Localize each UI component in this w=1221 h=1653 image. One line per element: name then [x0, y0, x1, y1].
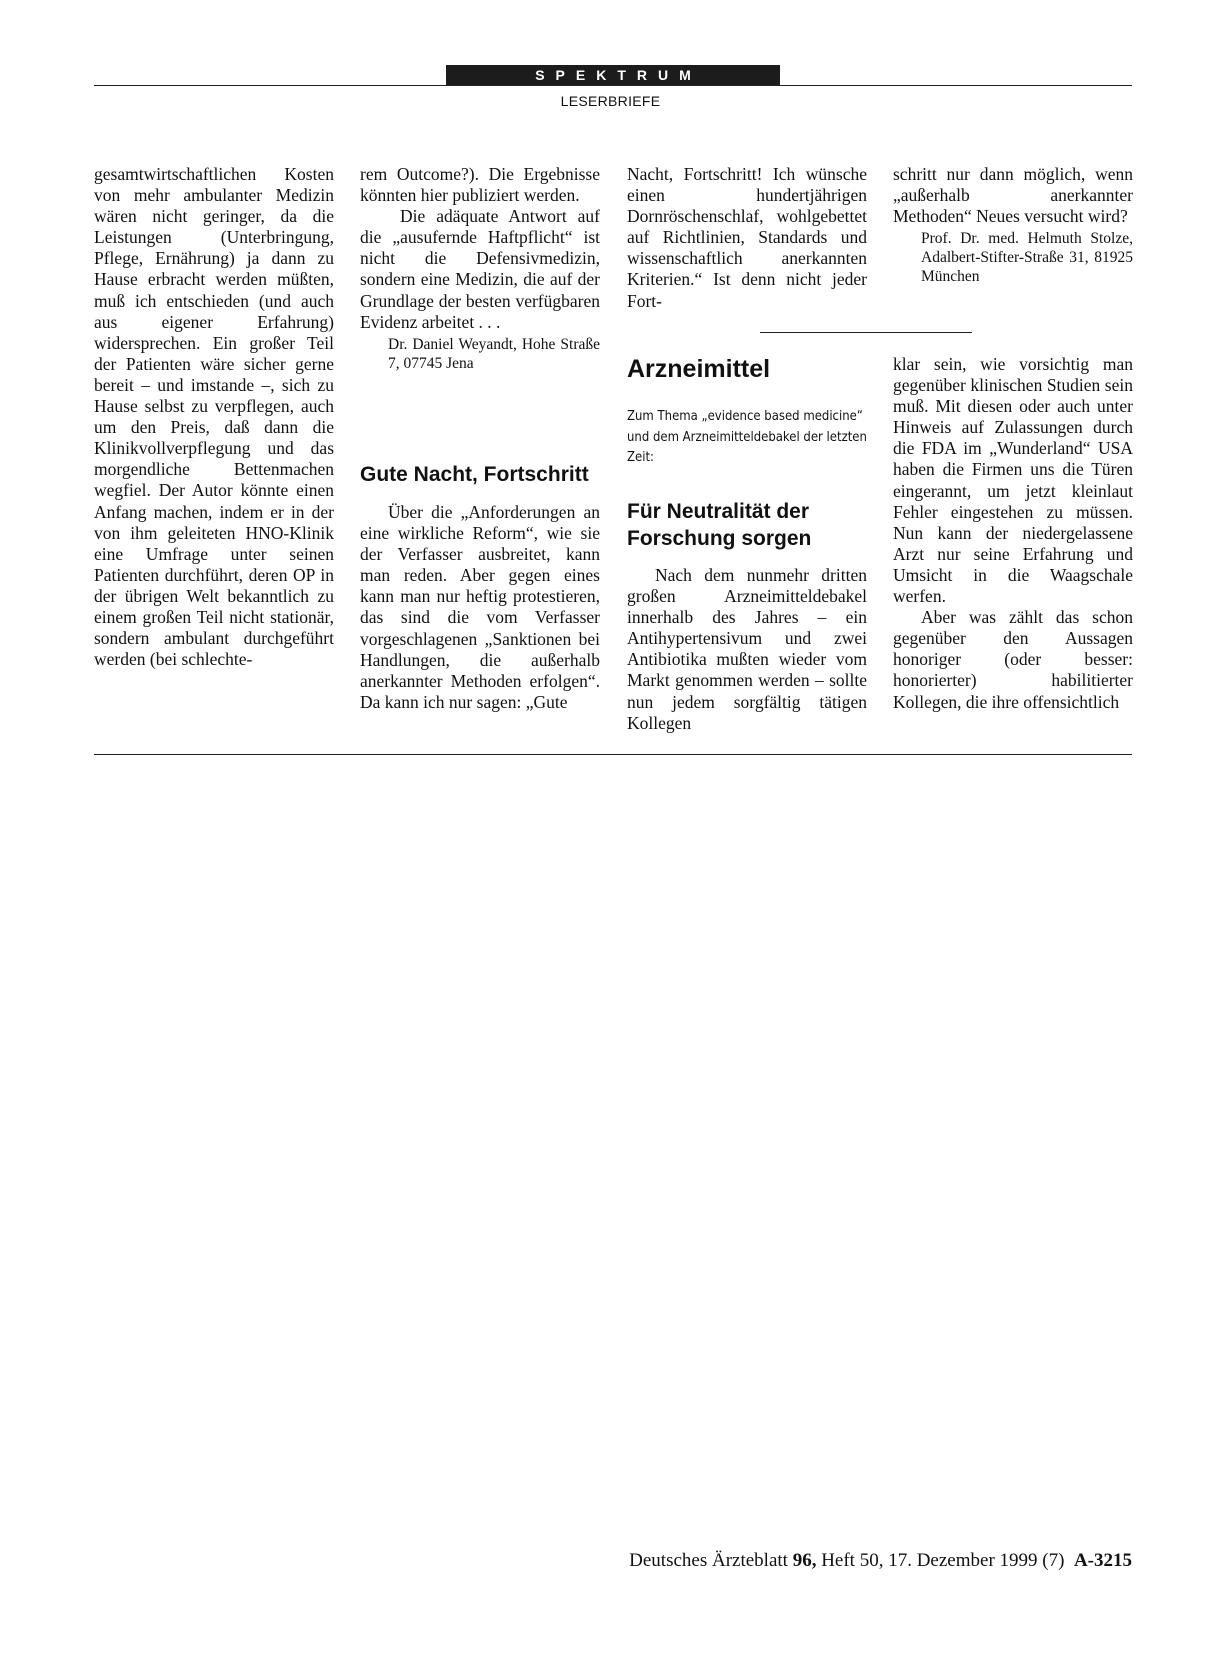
- journal-issue: Heft 50, 17. Dezember 1999 (7): [821, 1550, 1065, 1571]
- heading-arzneimittel: Arzneimittel: [627, 355, 771, 383]
- column-4: [893, 164, 1133, 286]
- column-2-letter: [360, 502, 600, 713]
- column-3-letter: [627, 565, 867, 734]
- page-number: A-3215: [1073, 1550, 1132, 1571]
- col1-paragraph: gesamtwirtschaftlichen Kosten von mehr ambulanter Medizin wären nicht geringer, da die Leistungen (Unterbringung, Pflege, Ernährung) ja dann zu Hause erbracht werden müßten, muß ich entschieden (und auch aus eigener Erfahrung) widersprechen. Ein großer Teil der Patienten wäre sicher gerne bereit – und imstande –, sich zu Hause selbst zu verpflegen, auch um den Preis, daß dann die Klinikvollverpflegung und das morgendliche Bettenmachen wegfiel. Der Autor könnte einen Anfang machen, indem er in der von ihm geleiteten HNO-Klinik eine Umfrage unter seinen Patienten durchführt, deren OP in der übrigen Welt bekanntlich zu einem großen Teil nicht stationär, sondern ambulant durchgeführt werden (bei schlechte-: [94, 164, 334, 670]
- section-divider: [760, 332, 972, 333]
- section-subtitle: LESERBRIEFE: [560, 93, 661, 109]
- section-banner: SPEKTRUM: [446, 65, 780, 86]
- letter-signature-stolze: Prof. Dr. med. Helmuth Stolze, Adalbert-Stifter-Straße 31, 81925 München: [921, 230, 1133, 286]
- heading-gute-nacht: Gute Nacht, Fortschritt: [360, 463, 589, 486]
- journal-volume: 96,: [792, 1550, 817, 1571]
- journal-name: Deutsches Ärzteblatt: [629, 1550, 788, 1571]
- col2-paragraph-3: Über die „Anforderungen an eine wirkliche Reform“, wie sie der Verfasser ausbreitet, kann man reden. Aber gegen eines kann man nur heftig protestieren, das sind die vom Verfasser vorgeschlagenen „Sanktionen bei Handlungen, die außerhalb anerkannter Methoden erfolgen“. Da kann ich nur sagen: „Gute: [360, 502, 600, 712]
- column-3: [627, 164, 867, 312]
- col4-paragraph-2: klar sein, wie vorsichtig man gegenüber klinischen Studien sein muß. Mit diesen oder auch unter Hinweis auf Zulassungen durch die FDA im „Wunderland“ USA haben die Firmen uns die Türen eingerannt, um jetzt kleinlaut Fehler eingestehen zu müssen. Nun kann der niedergelassene Arzt nur seine Erfahrung und Umsicht in die Waagschale werfen.: [893, 354, 1133, 607]
- topic-intro: Zum Thema „evidence based medicine“ und dem Arzneimitteldebakel der letzten Zeit:: [627, 408, 867, 465]
- letter-signature-weyandt: Dr. Daniel Weyandt, Hohe Straße 7, 07745 Jena: [388, 335, 600, 372]
- header-rule: [94, 85, 1132, 86]
- bottom-rule: [94, 754, 1132, 755]
- col3-paragraph-2: Nach dem nunmehr dritten großen Arzneimitteldebakel innerhalb des Jahres – ein Antihypertensivum und zwei Antibiotika mußten wieder vom Markt genommen werden – sollte nun jedem sorgfältig tätigen Kollegen: [627, 565, 867, 733]
- column-2: [360, 164, 600, 373]
- column-1: [94, 164, 334, 670]
- col2-paragraph-1: rem Outcome?). Die Ergebnisse könnten hier publiziert werden.: [360, 164, 600, 206]
- page-footer: [629, 1550, 1132, 1572]
- col3-paragraph-1: Nacht, Fortschritt! Ich wünsche einen hundertjährigen Dornröschenschlaf, wohlgebettet auf Richtlinien, Standards und wissenschaftlich anerkannten Kriterien.“ Ist denn nicht jeder Fort-: [627, 164, 867, 311]
- col4-paragraph-3: Aber was zählt das schon gegenüber den Aussagen honoriger (oder besser: honorierter) habilitierter Kollegen, die ihre offensichtlich: [893, 607, 1133, 712]
- heading-neutralitaet: Für Neutralität der Forschung sorgen: [627, 500, 812, 550]
- col4-paragraph-1: schritt nur dann möglich, wenn „außerhalb anerkannter Methoden“ Neues versucht wird?: [893, 164, 1133, 227]
- column-4-letter: [893, 354, 1133, 713]
- col2-paragraph-2: Die adäquate Antwort auf die „ausufernde Haftpflicht“ ist nicht die Defensivmedizin, sondern eine Medizin, die auf der Grundlage der besten verfügbaren Evidenz arbeitet . . .: [360, 206, 600, 332]
